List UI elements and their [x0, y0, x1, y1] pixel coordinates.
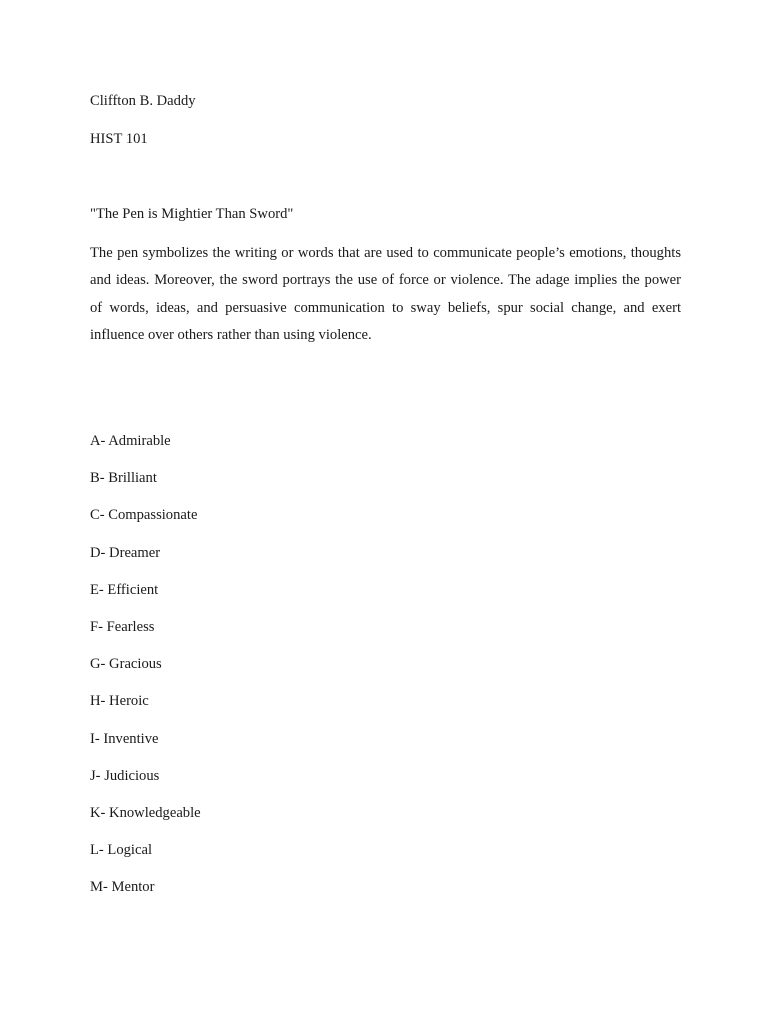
list-item: G- Gracious: [90, 656, 162, 673]
list-item: F- Fearless: [90, 618, 155, 635]
paragraph-line: and ideas. Moreover, the sword portrays the use of force or violence. The adage implies the power: [90, 272, 681, 289]
author-name: Cliffton B. Daddy: [90, 93, 196, 109]
essay-title: "The Pen is Mightier Than Sword": [90, 206, 294, 222]
paragraph-line: influence over others rather than using violence.: [90, 326, 372, 343]
list-item: A- Admirable: [90, 433, 171, 449]
list-item: E- Efficient: [90, 581, 159, 598]
list-item: H- Heroic: [90, 693, 149, 710]
list-item: B- Brilliant: [90, 470, 157, 487]
paragraph-line: of words, ideas, and persuasive communication to sway beliefs, spur social change, and exert: [90, 299, 681, 316]
course-code: HIST 101: [90, 131, 148, 147]
trait-list: [90, 432, 201, 915]
list-item: D- Dreamer: [90, 544, 161, 561]
list-item: C- Compassionate: [90, 507, 198, 524]
list-item: L- Logical: [90, 842, 152, 859]
list-item: I- Inventive: [90, 730, 159, 747]
list-item: M- Mentor: [90, 879, 155, 896]
list-item: J- Judicious: [90, 767, 160, 784]
paragraph-line: The pen symbolizes the writing or words that are used to communicate people’s emotions, thoughts: [90, 245, 681, 261]
body-paragraph: [90, 240, 681, 349]
list-item: K- Knowledgeable: [90, 804, 201, 821]
